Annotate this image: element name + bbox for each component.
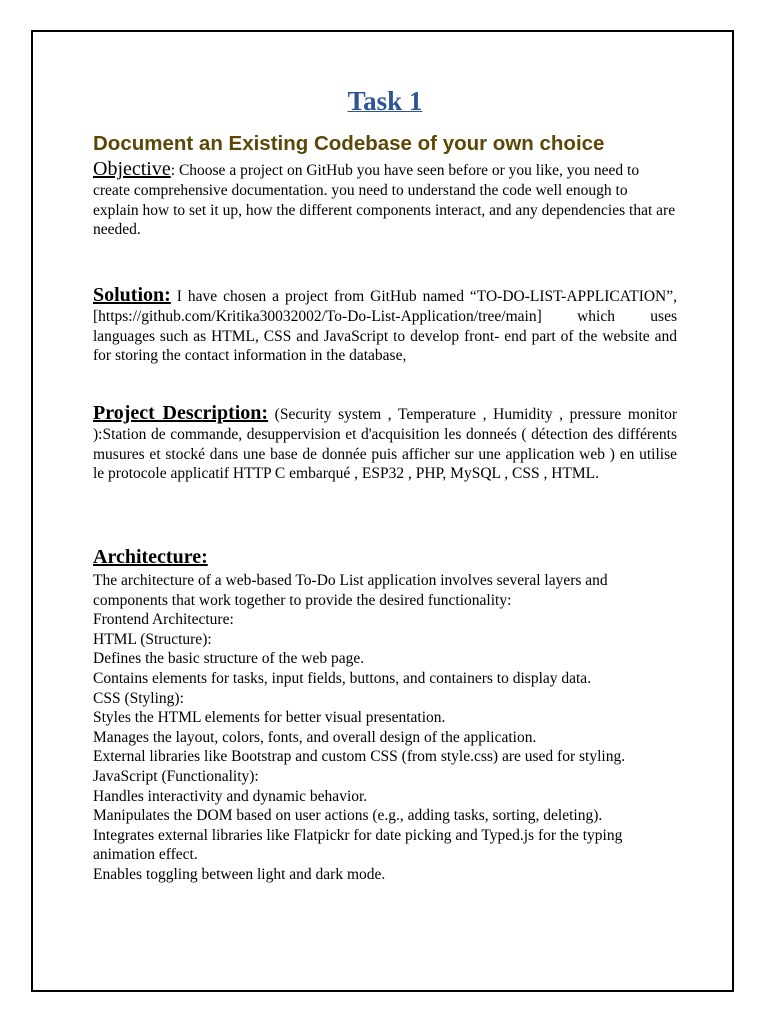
task-title: Task 1	[347, 86, 423, 116]
architecture-list	[93, 571, 683, 885]
architecture-line: Enables toggling between light and dark mode.	[93, 865, 386, 883]
solution-text: I have chosen a project from GitHub named “TO-DO-LIST-APPLICATION”,[https://github.com/Kritika30032002/To-Do-List-Application/tree/main] which uses languages such as HTML, CSS and JavaScript to develop front- end part of the website and for storing the contact information in the database,	[93, 288, 677, 365]
document-heading: Document an Existing Codebase of your own choice	[93, 132, 605, 155]
architecture-line: The architecture of a web-based To-Do List application involves several layers and components that work together to provide the desired functionality:	[93, 572, 608, 609]
architecture-line: Integrates external libraries like Flatpickr for date picking and Typed.js for the typing animation effect.	[93, 826, 623, 864]
architecture-line: JavaScript (Functionality):	[93, 767, 259, 785]
architecture-line: Frontend Architecture:	[93, 611, 234, 629]
architecture-line: HTML (Structure):	[93, 630, 212, 648]
solution-paragraph	[93, 286, 677, 366]
objective-text: Choose a project on GitHub you have seen before or you like, you need to create comprehensive documentation. you need to understand the code well enough to explain how to set it up, how the different components interact, and any dependencies that are needed.	[93, 162, 676, 239]
architecture-line: Contains elements for tasks, input fields, buttons, and containers to display data.	[93, 669, 592, 687]
architecture-heading: Architecture:	[93, 546, 208, 568]
architecture-line: Styles the HTML elements for better visual presentation.	[93, 709, 446, 727]
architecture-line: CSS (Styling):	[93, 689, 184, 707]
project-description-paragraph	[93, 404, 677, 484]
architecture-line: Manipulates the DOM based on user actions (e.g., adding tasks, sorting, deleting).	[93, 807, 603, 825]
solution-label: Solution:	[93, 284, 171, 306]
architecture-line: Defines the basic structure of the web page.	[93, 650, 365, 668]
objective-separator: :	[170, 162, 176, 179]
objective-label: Objective	[93, 158, 171, 180]
objective-paragraph	[93, 160, 677, 240]
architecture-line: Handles interactivity and dynamic behavior.	[93, 787, 368, 805]
project-description-text: (Security system , Temperature , Humidity , pressure monitor ):Station de commande, desuppervision et d'acquisition les donneés ( détection des différents musures et stocké dans une base de donnée puis afficher sur une application web ) en utilise le protocole applicatif HTTP C embarqué , ESP32 , PHP, MySQL , CSS , HTML.	[93, 406, 677, 483]
project-description-label: Project Description:	[93, 402, 269, 424]
architecture-line: External libraries like Bootstrap and custom CSS (from style.css) are used for styling.	[93, 748, 626, 766]
architecture-line: Manages the layout, colors, fonts, and overall design of the application.	[93, 728, 537, 746]
